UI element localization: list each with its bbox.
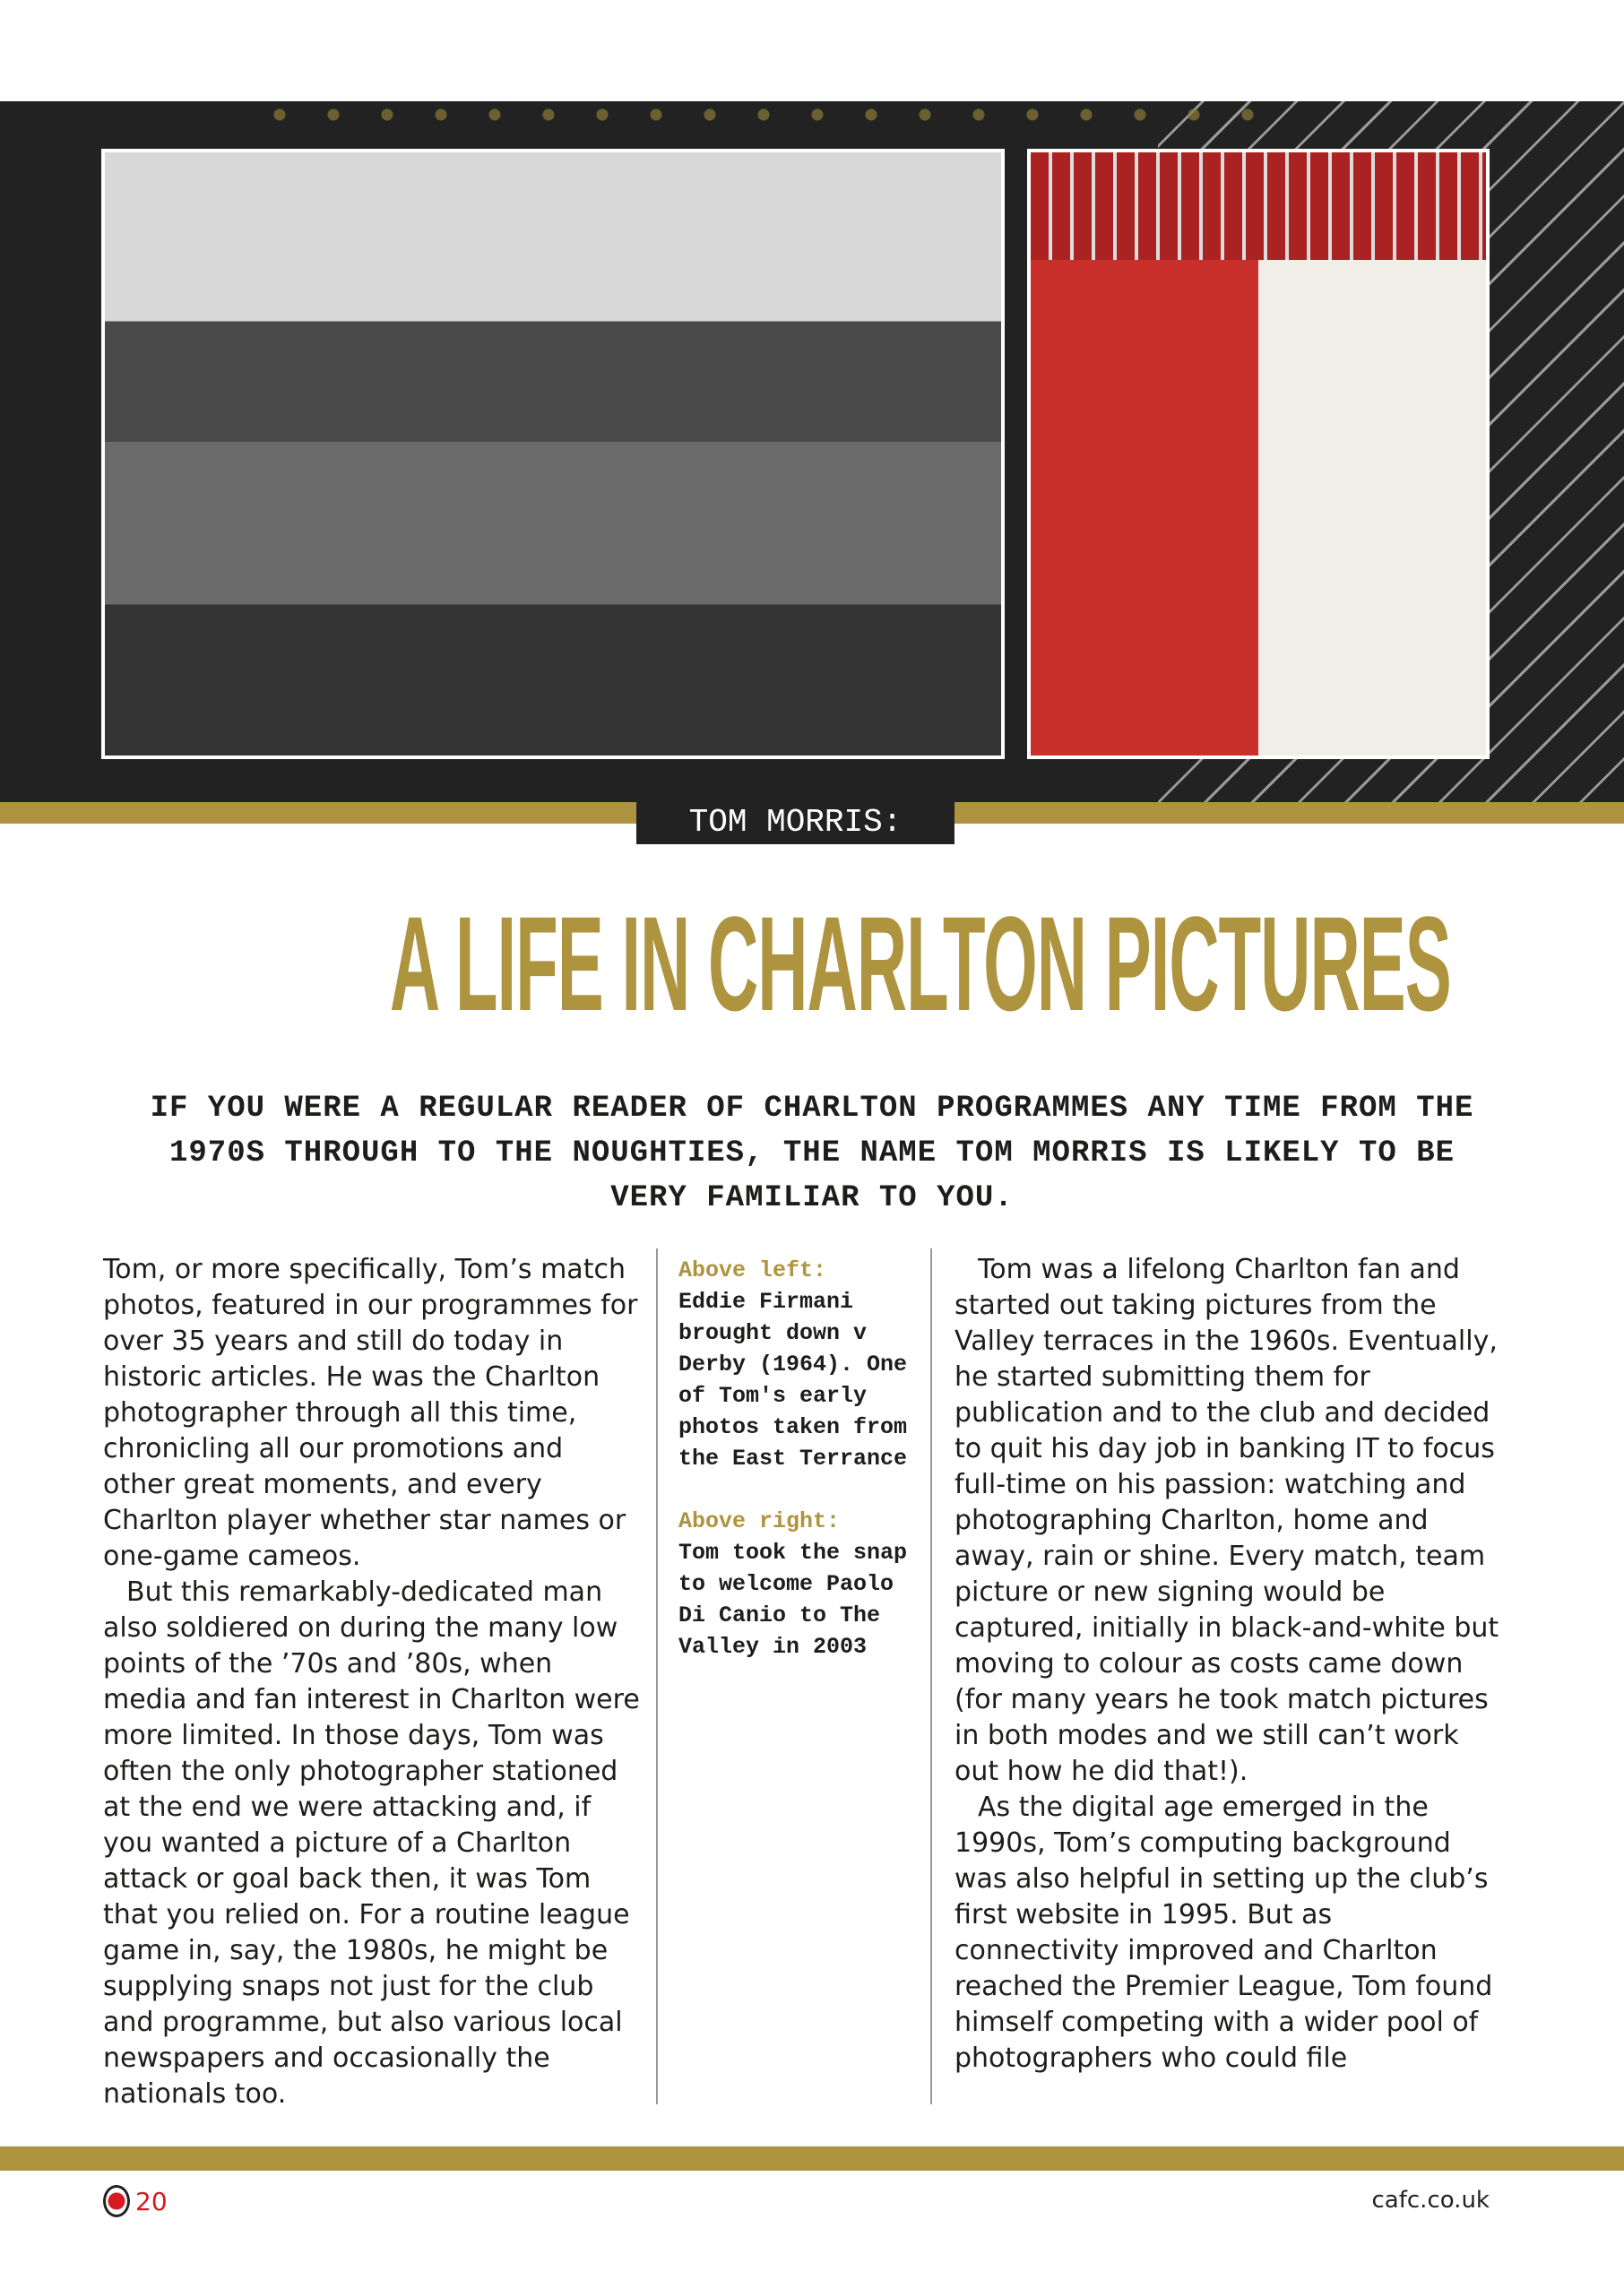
website-link[interactable]: cafc.co.uk [1371, 2187, 1490, 2214]
photo-di-canio-welcome-2003 [1027, 149, 1490, 759]
headline: A LIFE IN CHARLTON PICTURES [389, 888, 1451, 1039]
column-divider [656, 1248, 658, 2104]
footer-gold-bar [0, 2146, 1624, 2171]
caption-text: Tom took the snap to welcome Paolo Di Canio to The Valley in 2003 [678, 1540, 908, 1660]
page-number [103, 2185, 168, 2217]
paragraph: Tom, or more specifically, Tom’s match photos, featured in our programmes for over 35 years and still do today in historic articles. He was the Charlton photographer through all this time, chronicling all our promotions and other great moments, and every Charlton player whether star names or one-game cameos. [103, 1254, 638, 1572]
caption-label: Above left: [678, 1257, 827, 1283]
club-crest-icon [103, 2185, 130, 2217]
caption-label: Above right: [678, 1508, 841, 1534]
body-column-3 [955, 1252, 1501, 2077]
page-number-text: 20 [135, 2186, 168, 2216]
column-divider [930, 1248, 932, 2104]
paragraph: As the digital age emerged in the 1990s, Tom’s computing background was also helpful in setting up the club’s first website in 1995. But as connectivity improved and Charlton reached the Premier League, Tom found himself competing with a wider pool of photographers who could file [955, 1792, 1493, 2074]
captions-column [678, 1255, 911, 1694]
caption-right [678, 1506, 911, 1662]
photo-eddie-firmani-1964 [101, 149, 1005, 759]
paragraph: But this remarkably-dedicated man also soldiered on during the many low points of the ’70s and ’80s, when media and fan interest in Charlton were more limited. In those days, Tom was often the only photographer stationed at the end we were attacking and, if you wanted a picture of a Charlton attack or goal back then, it was Tom that you relied on. For a routine league game in, say, the 1980s, he might be supplying snaps not just for the club and programme, but also various local newspapers and occasionally the nationals too. [103, 1576, 640, 2110]
decorative-speckle [269, 101, 1255, 128]
caption-left [678, 1255, 911, 1474]
standfirst: IF YOU WERE A REGULAR READER OF CHARLTON PROGRAMMES ANY TIME FROM THE 1970S THROUGH TO THE NOUGHTIES, THE NAME TOM MORRIS IS LIKELY TO BE VERY FAMILIAR TO YOU. [150, 1092, 1474, 1215]
body-column-1 [103, 1252, 641, 2112]
paragraph: Tom was a lifelong Charlton fan and started out taking pictures from the Valley terraces in the 1960s. Eventually, he started submitting them for publication and to the club and decided to quit his day job in banking IT to focus full-time on his passion: watching and photographing Charlton, home and away, rain or shine. Every match, team picture or new signing would be captured, initially in black-and-white but moving to colour as costs came down (for many years he took match pictures in both modes and we still can’t work out how he did that!). [955, 1254, 1499, 1787]
kicker-label: TOM MORRIS: [636, 800, 955, 844]
caption-text: Eddie Firmani brought down v Derby (1964). One of Tom's early photos taken from the East Terrance [678, 1289, 908, 1472]
